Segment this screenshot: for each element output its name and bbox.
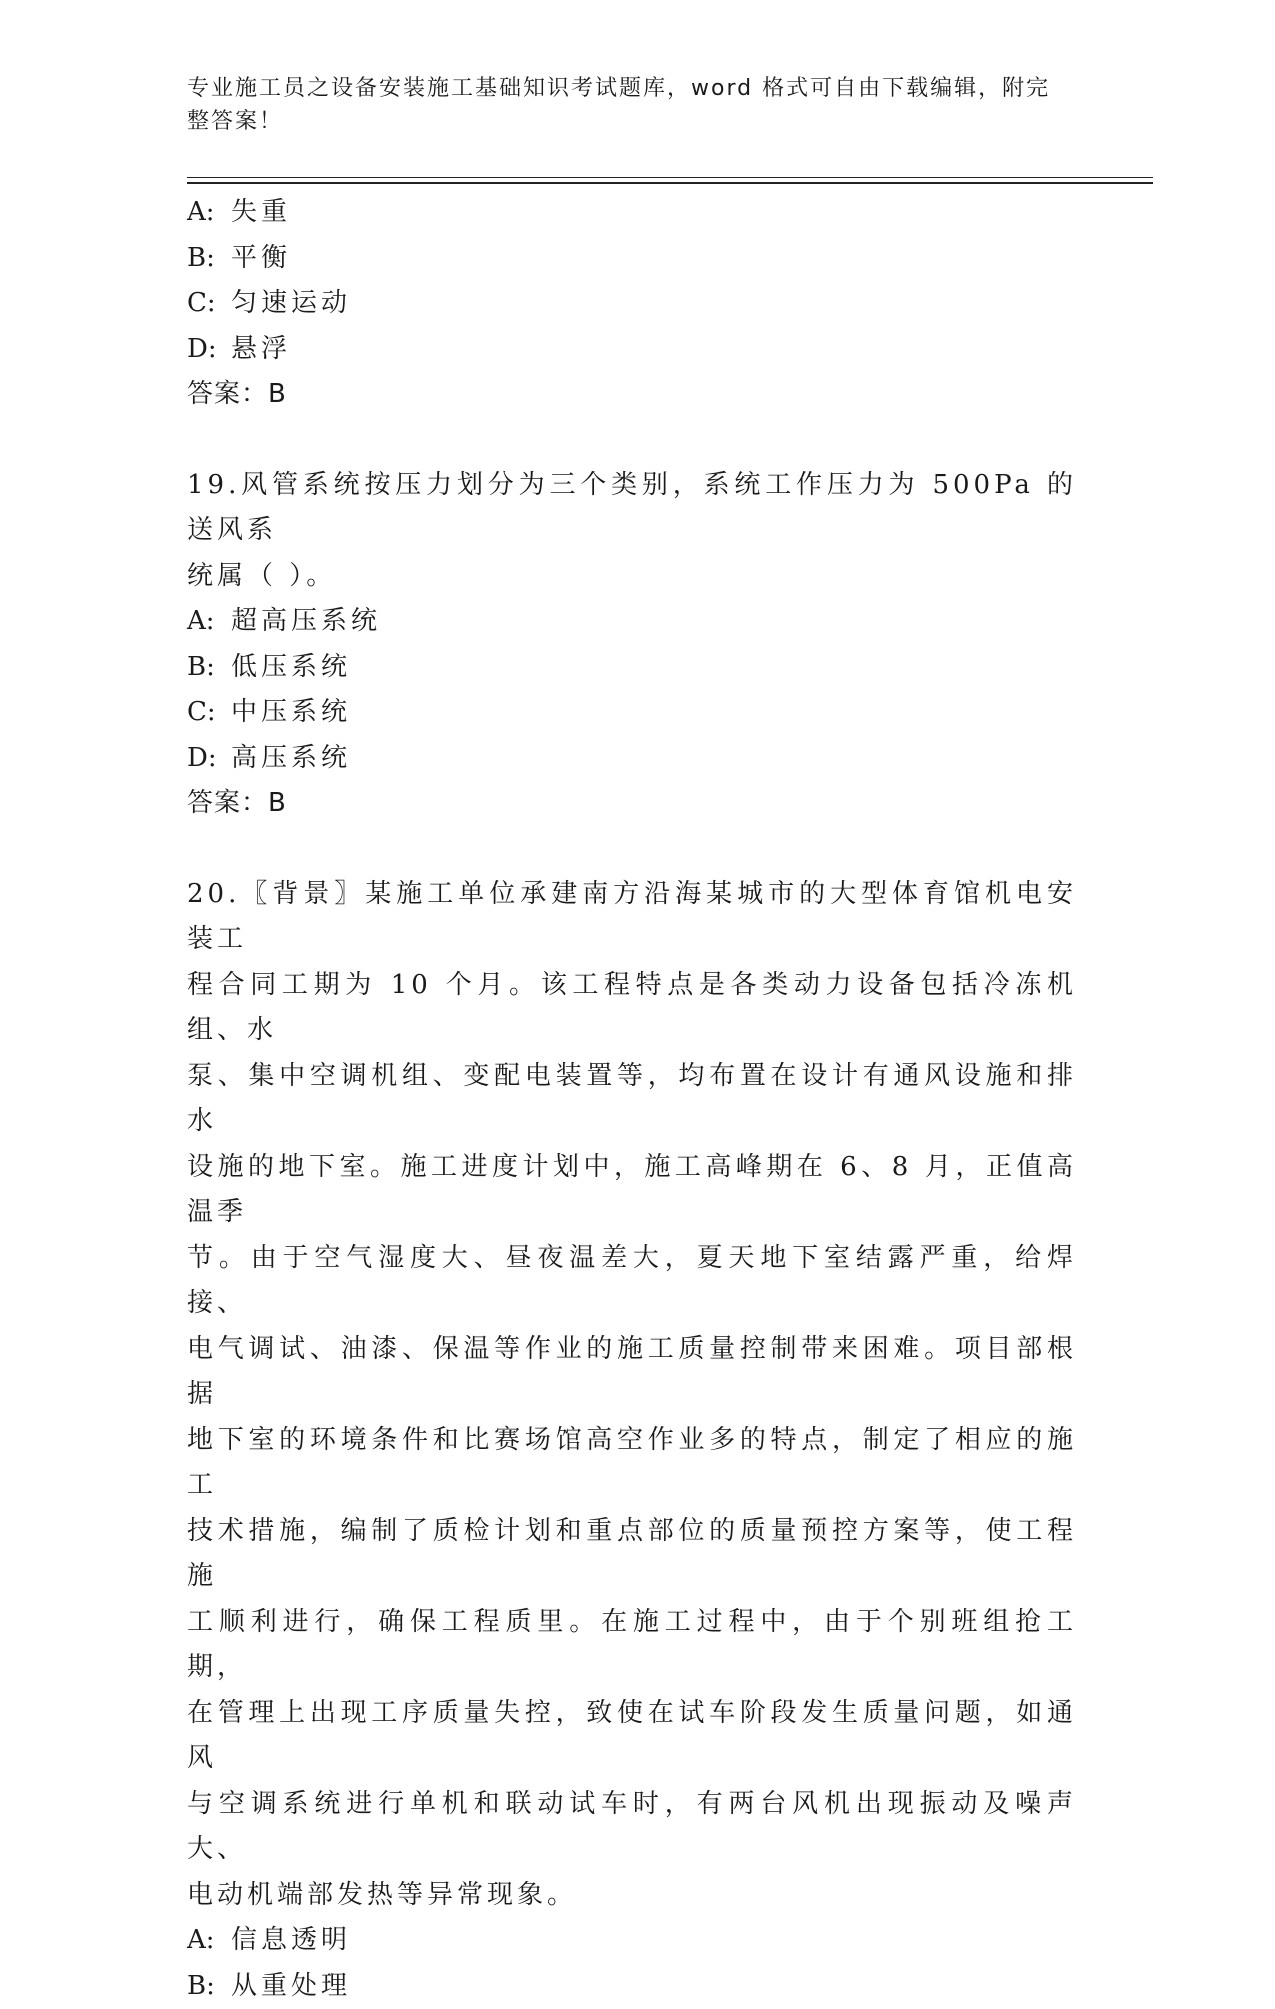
question-line: 与空调系统进行单机和联动试车时，有两台风机出现振动及噪声大、: [187, 1782, 1077, 1873]
question-19-stem: [187, 463, 1077, 600]
header-divider-thick: [187, 182, 1153, 184]
option-key: A:: [187, 599, 231, 645]
option-text: 匀速运动: [231, 288, 351, 318]
option-key: D:: [187, 736, 231, 782]
option-text: 低压系统: [231, 652, 351, 682]
question-line: 程合同工期为 10 个月。该工程特点是各类动力设备包括冷冻机组、水: [187, 963, 1077, 1054]
option-a: [187, 599, 1077, 645]
option-b: [187, 1964, 1077, 2009]
option-d: [187, 327, 1077, 373]
document-body: [187, 190, 1077, 2009]
option-key: C:: [187, 690, 231, 736]
header-divider-thin: [187, 177, 1153, 178]
option-text: 从重处理: [231, 1971, 351, 2001]
question-line: 在管理上出现工序质量失控，致使在试车阶段发生质量问题，如通风: [187, 1691, 1077, 1782]
header-line-2: 整答案！: [187, 105, 1067, 138]
option-text: 超高压系统: [231, 606, 381, 636]
question-line: 泵、集中空调机组、变配电装置等，均布置在设计有通风设施和排水: [187, 1054, 1077, 1145]
question-line: 电动机端部发热等异常现象。: [187, 1873, 1077, 1919]
option-text: 高压系统: [231, 743, 351, 773]
option-text: 平衡: [231, 243, 291, 273]
spacer: [187, 418, 1077, 463]
question-line: 统属（ ）。: [187, 554, 1077, 600]
answer-18: 答案：B: [187, 372, 1077, 418]
option-a: [187, 1918, 1077, 1964]
question-20: [187, 872, 1077, 2009]
option-text: 失重: [231, 197, 291, 227]
option-key: B:: [187, 236, 231, 282]
option-text: 信息透明: [231, 1925, 351, 1955]
option-key: A:: [187, 190, 231, 236]
answer-19: 答案：B: [187, 781, 1077, 827]
option-key: A:: [187, 1918, 231, 1964]
spacer: [187, 827, 1077, 872]
question-line: 技术措施，编制了质检计划和重点部位的质量预控方案等，使工程施: [187, 1509, 1077, 1600]
document-header: [187, 72, 1067, 138]
question-19: [187, 463, 1077, 827]
question-20-stem: [187, 872, 1077, 1919]
option-d: [187, 736, 1077, 782]
question-line: 19.风管系统按压力划分为三个类别，系统工作压力为 500Pa 的送风系: [187, 463, 1077, 554]
option-text: 中压系统: [231, 697, 351, 727]
option-key: D:: [187, 327, 231, 373]
option-b: [187, 645, 1077, 691]
option-text: 悬浮: [231, 334, 291, 364]
option-key: B:: [187, 1964, 231, 2009]
question-line: 电气调试、油漆、保温等作业的施工质量控制带来困难。项目部根据: [187, 1327, 1077, 1418]
option-c: [187, 690, 1077, 736]
question-line: 工顺利进行，确保工程质里。在施工过程中，由于个别班组抢工期，: [187, 1600, 1077, 1691]
option-c: [187, 281, 1077, 327]
question-18-options: [187, 190, 1077, 418]
question-line: 地下室的环境条件和比赛场馆高空作业多的特点，制定了相应的施工: [187, 1418, 1077, 1509]
option-b: [187, 236, 1077, 282]
option-key: B:: [187, 645, 231, 691]
question-line: 节。由于空气湿度大、昼夜温差大，夏天地下室结露严重，给焊接、: [187, 1236, 1077, 1327]
option-a: [187, 190, 1077, 236]
question-line: 设施的地下室。施工进度计划中，施工高峰期在 6、8 月，正值高温季: [187, 1145, 1077, 1236]
header-line-1: 专业施工员之设备安装施工基础知识考试题库，word 格式可自由下载编辑，附完: [187, 72, 1067, 105]
option-key: C:: [187, 281, 231, 327]
question-line: 20.〖背景〗某施工单位承建南方沿海某城市的大型体育馆机电安装工: [187, 872, 1077, 963]
